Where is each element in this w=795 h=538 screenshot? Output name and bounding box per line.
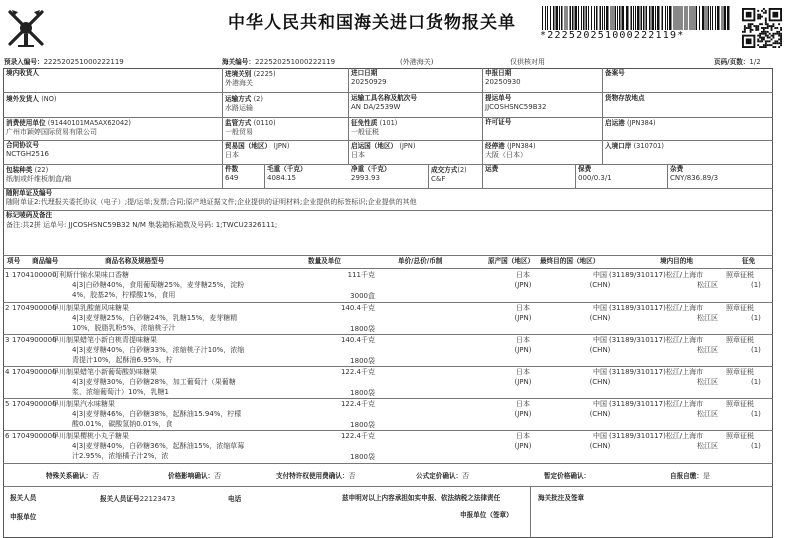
insurance-cell: [575, 165, 667, 188]
declaring-unit-seal: 申报单位（签章）: [460, 511, 513, 519]
freight-cell: [482, 165, 575, 188]
goods-qty-line3: 3000盒: [350, 292, 375, 300]
barcode-text: *222520251000222119*: [540, 30, 685, 41]
goods-levy-line2: (1): [751, 378, 761, 386]
supervision-cell: [222, 118, 348, 140]
self-pay-value: 是: [702, 472, 710, 480]
package-code: (22): [34, 166, 49, 174]
remarks-cell: [3, 211, 773, 255]
deal-mode-cell: [428, 165, 482, 188]
royalty-label: 支付特许权使用费确认：: [276, 472, 349, 480]
goods-origin-line2: (JPN): [514, 378, 532, 386]
consumer-cell: [3, 118, 222, 140]
goods-desc-line2: 4|3|白砂糖40%，食用葡萄糖25%，麦芽糖25%，淀粉: [72, 281, 245, 289]
goods-levy-line1: 照章征税: [726, 304, 754, 312]
self-pay-confirm: [670, 472, 710, 481]
goods-desc-line1: 早川制果汽水味糖果: [52, 400, 115, 408]
goods-origin-line1: 日本: [516, 304, 530, 312]
goods-qty-line1: 122.4千克: [340, 400, 375, 408]
goods-district-line2: 松江区: [697, 346, 718, 354]
contract-label: 合同协议号: [6, 141, 39, 149]
pre-entry-number: [4, 58, 124, 67]
deal-mode-code: (2): [457, 166, 467, 174]
departure-port-code: (JPN384): [627, 119, 656, 127]
vessel-value: AN DA/2539W: [351, 102, 401, 111]
goods-district-line2: 松江区: [697, 314, 718, 322]
goods-code: 1704900000: [12, 368, 57, 376]
special-relation-value: 否: [92, 472, 100, 480]
consumer-value: 广州市颖婷国际贸易有限公司: [6, 127, 97, 136]
customs-note-label: 海关批注及签章: [538, 494, 585, 502]
goods-district-line2: 松江区: [697, 281, 718, 289]
goods-desc-line1: 早川制果樱桃小丸子糖果: [52, 432, 129, 440]
goods-qty-line3: 1800袋: [350, 357, 375, 365]
customs-number-value: 222520251000222119: [254, 58, 336, 66]
goods-qty-line1: 122.4千克: [340, 368, 375, 376]
transit-port-code: (JPN384): [507, 142, 536, 150]
goods-origin-line2: (JPN): [514, 281, 532, 289]
page-value: 1/2: [749, 58, 761, 66]
storage-label: 货物存放地点: [605, 94, 645, 102]
transport-mode-value: 水路运输: [225, 103, 253, 112]
goods-qty-line1: 111千克: [347, 271, 375, 279]
goods-desc-line1: 早川制果蜡笔小新葡萄酸奶味糖果: [52, 368, 157, 376]
levy-nature-cell: [348, 118, 482, 140]
goods-dest-line1: 中国: [593, 400, 607, 408]
goods-district-line1: (31189/310117)松江/上海市: [609, 368, 704, 376]
goods-levy-line2: (1): [751, 281, 761, 289]
entry-customs-code: (2225): [253, 70, 276, 78]
contract-value: NCTGH2516: [6, 149, 49, 158]
document-title: 中华人民共和国海关进口货物报关单: [228, 13, 516, 33]
entry-customs-value: 外港海关: [225, 78, 253, 87]
goods-desc-line1: 早川制果乳酸菌风味糖果: [52, 304, 129, 312]
gross-weight-cell: [264, 165, 348, 188]
goods-code: 1704900000: [12, 336, 57, 344]
declare-date-cell: [482, 69, 602, 92]
goods-desc-line3: 10%，脱脂乳粉5%，浓缩桃子汁: [72, 324, 176, 332]
goods-dest-line2: (CHN): [589, 281, 611, 289]
goods-header-levy: 征免: [742, 257, 756, 265]
price-influence-label: 价格影响确认：: [168, 472, 215, 480]
import-date-label: 进口日期: [351, 69, 378, 77]
license-label: 许可证号: [485, 118, 512, 126]
net-weight-label: 净重（千克）: [351, 165, 391, 173]
bl-label: 提运单号: [485, 94, 512, 102]
goods-qty-line3: 1800袋: [350, 389, 375, 397]
declarant-cert-value: 22123473: [139, 495, 176, 503]
transport-mode-code: (2): [253, 95, 263, 103]
declaring-unit-label: 申报单位: [10, 513, 37, 521]
pre-entry-label: 预录入编号：: [4, 58, 44, 66]
page-number: [714, 58, 761, 67]
goods-levy-line1: 照章征税: [726, 336, 754, 344]
deal-mode-label: 成交方式: [431, 166, 458, 174]
goods-qty-line3: 1800袋: [350, 421, 375, 429]
phone-label: 电话: [228, 495, 242, 503]
remarks-value: 备注:共2拼 运单号: JJCOSHSNC59B32 N/M 集装箱标箱数及号码: 1;TWCU2326111;: [6, 220, 278, 229]
documents-label: 随附单证及编号: [6, 189, 53, 197]
special-relation-label: 特殊关系确认：: [46, 472, 93, 480]
goods-no: 5: [5, 400, 10, 408]
declare-date-value: 20250930: [485, 77, 521, 86]
price-influence-confirm: [168, 472, 221, 481]
goods-levy-line1: 照章征税: [726, 368, 754, 376]
transit-port-value: 大阪（日本）: [485, 150, 527, 159]
goods-dest-line2: (CHN): [589, 378, 611, 386]
storage-cell: [602, 94, 773, 117]
entry-port-label: 入境口岸: [605, 142, 632, 150]
royalty-confirm: [276, 472, 356, 481]
goods-district-line2: 松江区: [697, 378, 718, 386]
goods-desc-line3: 4%，胶基2%，柠檬酸1%，食用: [72, 291, 176, 299]
shipper-code: (NO): [41, 95, 57, 103]
goods-levy-line1: 照章征税: [726, 271, 754, 279]
trade-country-value: 日本: [225, 150, 239, 159]
insurance-label: 保费: [578, 165, 592, 173]
customs-office-name: (外港海关): [400, 58, 434, 66]
declare-date-label: 申报日期: [485, 69, 512, 77]
goods-desc-line1: 早川制果蜡笔小新白桃青提味糖果: [52, 336, 157, 344]
special-relation-confirm: [46, 472, 99, 481]
vessel-label: 运输工具名称及航次号: [351, 94, 417, 102]
transit-port-label: 经停港: [485, 142, 505, 150]
consignee-label: 境内收货人: [6, 69, 39, 77]
goods-code: 1704900000: [12, 432, 57, 440]
goods-dest-line2: (CHN): [589, 410, 611, 418]
levy-nature-code: (101): [379, 119, 398, 127]
trade-country-code: (JPN): [273, 142, 290, 150]
provisional-price-label: 暂定价格确认：: [544, 472, 591, 480]
deal-mode-value: C&F: [431, 174, 446, 183]
goods-origin-line2: (JPN): [514, 314, 532, 322]
goods-dest-line1: 中国: [593, 336, 607, 344]
goods-header-qty: 数量及单位: [308, 257, 341, 265]
trade-country-cell: [222, 141, 348, 164]
misc-fee-label: 杂费: [670, 165, 684, 173]
goods-desc-line1: 可利斯什锦水果味口香糖: [52, 271, 129, 279]
origin-country-code: (JPN): [399, 142, 416, 150]
remarks-label: 标记唛码及备注: [6, 211, 53, 219]
goods-district-line1: (31189/310117)松江/上海市: [609, 432, 704, 440]
goods-origin-line1: 日本: [516, 271, 530, 279]
goods-no: 3: [5, 336, 10, 344]
goods-district-line2: 松江区: [697, 442, 718, 450]
goods-dest-line1: 中国: [593, 432, 607, 440]
goods-qty-line3: 1800袋: [350, 453, 375, 461]
goods-district-line2: 松江区: [697, 410, 718, 418]
goods-origin-line2: (JPN): [514, 410, 532, 418]
goods-dest-line1: 中国: [593, 271, 607, 279]
misc-fee-value: CNY/836.89/3: [670, 173, 719, 182]
contract-cell: [3, 141, 222, 164]
formula-price-value: 否: [462, 472, 470, 480]
goods-levy-line2: (1): [751, 410, 761, 418]
goods-no: 4: [5, 368, 10, 376]
package-label: 包装种类: [6, 166, 33, 174]
barcode: [542, 6, 732, 30]
consumer-label: 消费使用单位: [6, 119, 46, 127]
transit-port-cell: [482, 141, 602, 164]
entry-customs-label: 进境关别: [225, 70, 252, 78]
documents-value: 随附单证2:代理报关委托协议（电子）;提/运单;发票;合同;原产地证据文件;企业提供的证明材料;企业提供的标签标识;企业提供的其他: [6, 197, 417, 206]
goods-qty-line3: 1800袋: [350, 325, 375, 333]
shipper-label: 境外发货人: [6, 95, 39, 103]
goods-desc-line3: 汁2.95%，浓缩橘子汁2%，浓: [72, 452, 169, 460]
goods-header-district: 境内目的地: [660, 257, 693, 265]
goods-origin-line1: 日本: [516, 400, 530, 408]
consumer-code: (91440101MA5AX62042): [47, 119, 131, 127]
pieces-value: 649: [225, 173, 239, 182]
goods-desc-line3: 酸0.01%，碳酸氢钠0.01%，食: [72, 420, 173, 428]
goods-dest-line2: (CHN): [589, 346, 611, 354]
goods-header-price: 单价/总价/币制: [398, 257, 443, 265]
goods-levy-line1: 照章征税: [726, 432, 754, 440]
record-no-cell: [602, 69, 773, 92]
goods-origin-line2: (JPN): [514, 442, 532, 450]
levy-nature-value: 一般征税: [351, 127, 379, 136]
transport-mode-cell: [222, 94, 348, 117]
goods-code: 1704100000: [12, 271, 57, 279]
entry-port-code: (310701): [633, 142, 664, 150]
record-no-label: 备案号: [605, 69, 625, 77]
goods-desc-line3: 青提汁10%，起酥油6.95%，柠: [72, 356, 173, 364]
transport-mode-label: 运输方式: [225, 95, 252, 103]
customs-number-label: 海关编号：: [222, 58, 255, 66]
gross-weight-value: 4084.15: [267, 173, 296, 182]
supervision-label: 监管方式: [225, 119, 252, 127]
goods-origin-line1: 日本: [516, 368, 530, 376]
phone: [228, 495, 241, 504]
royalty-value: 否: [348, 472, 356, 480]
import-date-cell: [348, 69, 482, 92]
vessel-cell: [348, 94, 482, 117]
goods-district-line1: (31189/310117)松江/上海市: [609, 400, 704, 408]
gross-weight-label: 毛重（千克）: [267, 165, 307, 173]
goods-desc-line2: 4|3|麦芽糖25%，白砂糖24%，乳糖15%，麦芽糖精: [72, 314, 238, 322]
departure-port-label: 启运港: [605, 119, 625, 127]
goods-district-line1: (31189/310117)松江/上海市: [609, 304, 704, 312]
goods-qty-line1: 140.4千克: [340, 304, 375, 312]
freight-label: 运费: [485, 165, 499, 173]
declaration-statement: 兹申明对以上内容承担如实申报、依法纳税之法律责任: [342, 494, 501, 502]
net-weight-value: 2993.93: [351, 173, 380, 182]
customs-emblem-icon: [4, 6, 50, 50]
goods-header-no: 项号: [7, 257, 21, 265]
goods-desc-line2: 4|3|麦芽糖46%，白砂糖38%，起酥油15.94%，柠檬: [72, 410, 242, 418]
goods-levy-line2: (1): [751, 346, 761, 354]
page-label: 页码/页数：: [714, 58, 750, 66]
goods-origin-line1: 日本: [516, 336, 530, 344]
goods-header-dest: 最终目的国（地区）: [540, 257, 600, 265]
import-date-value: 20250929: [351, 77, 387, 86]
goods-origin-line2: (JPN): [514, 346, 532, 354]
declarant-cert: [100, 495, 175, 504]
net-weight-cell: [348, 165, 428, 188]
goods-dest-line1: 中国: [593, 304, 607, 312]
levy-nature-label: 征免性质: [351, 119, 378, 127]
goods-levy-line2: (1): [751, 314, 761, 322]
origin-country-label: 启运国（地区）: [351, 142, 398, 150]
declarant-cert-label: 报关人员证号: [100, 495, 140, 503]
price-influence-value: 否: [214, 472, 222, 480]
goods-district-line1: (31189/310117)松江/上海市: [609, 271, 704, 279]
self-pay-label: 自报自缴：: [670, 472, 703, 480]
goods-levy-line1: 照章征税: [726, 400, 754, 408]
goods-desc-line2: 4|3|麦芽糖40%，白砂糖36%，起酥油15%，浓缩草莓: [72, 442, 245, 450]
pre-entry-value: 222520251000222119: [43, 58, 124, 66]
goods-qty-line1: 140.4千克: [340, 336, 375, 344]
qr-code: [742, 8, 782, 48]
goods-desc-line2: 4|3|麦芽糖30%，白砂糖28%，加工葡萄汁（果葡糖: [72, 378, 236, 386]
goods-district-line1: (31189/310117)松江/上海市: [609, 336, 704, 344]
bl-value: JJCOSHSNC59B32: [485, 102, 547, 111]
origin-country-cell: [348, 141, 482, 164]
goods-no: 2: [5, 304, 10, 312]
package-cell: [3, 165, 222, 188]
goods-desc-line3: 浆，浓缩葡萄汁）10%，乳糖1: [72, 388, 170, 396]
entry-customs-cell: [222, 69, 348, 92]
pieces-label: 件数: [225, 165, 239, 173]
formula-price-confirm: [416, 472, 469, 481]
package-value: 纸制或纤维板制盒/箱: [6, 174, 72, 183]
goods-origin-line1: 日本: [516, 432, 530, 440]
goods-header-origin: 原产国（地区）: [488, 257, 535, 265]
insurance-value: 000/0.3/1: [578, 173, 612, 182]
consignee-cell: [3, 69, 222, 92]
shipper-cell: [3, 94, 222, 117]
supervision-code: (0110): [253, 119, 276, 127]
provisional-price-confirm: [544, 472, 590, 481]
license-cell: [482, 118, 602, 140]
supervision-value: 一般贸易: [225, 127, 253, 136]
goods-no: 1: [5, 271, 10, 279]
goods-code: 1704900000: [12, 400, 57, 408]
goods-dest-line2: (CHN): [589, 314, 611, 322]
formula-price-label: 公式定价确认：: [416, 472, 463, 480]
status-text: 仅供核对用: [510, 58, 545, 66]
goods-header-code: 商品编号: [32, 257, 59, 265]
customs-number: [222, 58, 335, 67]
declarant-label: 报关人员: [10, 494, 37, 502]
departure-port-cell: [602, 118, 773, 140]
trade-country-label: 贸易国（地区）: [225, 142, 272, 150]
origin-country-value: 日本: [351, 150, 365, 159]
goods-dest-line2: (CHN): [589, 442, 611, 450]
goods-desc-line2: 4|3|麦芽糖40%，白砂糖33%，浓缩桃子汁10%，浓缩: [72, 346, 245, 354]
documents-cell: [3, 189, 773, 210]
bl-cell: [482, 94, 602, 117]
pieces-cell: [222, 165, 264, 188]
entry-port-cell: [602, 141, 773, 164]
goods-levy-line2: (1): [751, 442, 761, 450]
misc-fee-cell: [667, 165, 773, 188]
goods-code: 1704900000: [12, 304, 57, 312]
goods-dest-line1: 中国: [593, 368, 607, 376]
goods-header-name: 商品名称及规格型号: [105, 257, 165, 265]
goods-no: 6: [5, 432, 10, 440]
goods-qty-line1: 122.4千克: [340, 432, 375, 440]
